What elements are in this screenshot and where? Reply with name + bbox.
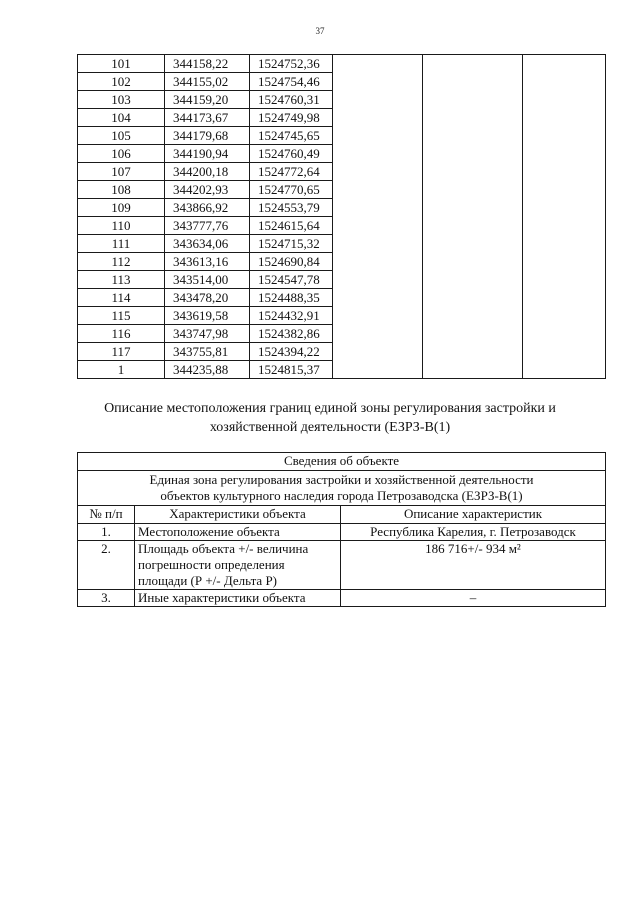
- y-coordinate-cell: 1524760,31: [250, 91, 333, 109]
- point-number-cell: 116: [78, 325, 165, 343]
- point-number-cell: 115: [78, 307, 165, 325]
- y-coordinate-cell: 1524553,79: [250, 199, 333, 217]
- y-coordinate-cell: 1524615,64: [250, 217, 333, 235]
- section-title: [60, 399, 600, 437]
- point-number-cell: 105: [78, 127, 165, 145]
- point-number-cell: 110: [78, 217, 165, 235]
- point-number-cell: 117: [78, 343, 165, 361]
- point-number-cell: 104: [78, 109, 165, 127]
- blank-column-5: [423, 55, 523, 379]
- row-number: 2.: [78, 541, 135, 590]
- y-coordinate-cell: 1524749,98: [250, 109, 333, 127]
- point-number-cell: 103: [78, 91, 165, 109]
- blank-column-4: [333, 55, 423, 379]
- coordinates-table: [77, 54, 606, 379]
- x-coordinate-cell: 344158,22: [165, 55, 250, 73]
- point-number-cell: 109: [78, 199, 165, 217]
- row-characteristic: Площадь объекта +/- величина погрешности определения площади (Р +/- Дельта Р): [135, 541, 341, 590]
- point-number-cell: 108: [78, 181, 165, 199]
- y-coordinate-cell: 1524770,65: [250, 181, 333, 199]
- object-info-header: Сведения об объекте: [78, 453, 606, 471]
- x-coordinate-cell: 343613,16: [165, 253, 250, 271]
- row-value: Республика Карелия, г. Петрозаводск: [341, 524, 606, 541]
- zone-name-line-1: Единая зона регулирования застройки и хозяйственной деятельности: [149, 472, 534, 487]
- column-header-description: Описание характеристик: [341, 506, 606, 524]
- point-number-cell: 111: [78, 235, 165, 253]
- section-title-line-1: Описание местоположения границ единой зоны регулирования застройки и: [104, 401, 556, 416]
- table-row: [78, 524, 606, 541]
- zone-name-cell: [78, 471, 606, 506]
- y-coordinate-cell: 1524745,65: [250, 127, 333, 145]
- object-info-table: [77, 452, 606, 607]
- point-number-cell: 113: [78, 271, 165, 289]
- table-row: [78, 541, 606, 590]
- point-number-cell: 101: [78, 55, 165, 73]
- column-header-row: [78, 506, 606, 524]
- column-header-number: № п/п: [78, 506, 135, 524]
- x-coordinate-cell: 343747,98: [165, 325, 250, 343]
- x-coordinate-cell: 344200,18: [165, 163, 250, 181]
- page-number: 37: [315, 26, 325, 36]
- x-coordinate-cell: 343777,76: [165, 217, 250, 235]
- row-value: 186 716+/- 934 м²: [341, 541, 606, 590]
- y-coordinate-cell: 1524432,91: [250, 307, 333, 325]
- point-number-cell: 114: [78, 289, 165, 307]
- point-number-cell: 1: [78, 361, 165, 379]
- table-row: [78, 55, 606, 73]
- x-coordinate-cell: 343755,81: [165, 343, 250, 361]
- y-coordinate-cell: 1524752,36: [250, 55, 333, 73]
- x-coordinate-cell: 344173,67: [165, 109, 250, 127]
- point-number-cell: 107: [78, 163, 165, 181]
- x-coordinate-cell: 344235,88: [165, 361, 250, 379]
- point-number-cell: 112: [78, 253, 165, 271]
- zone-name-line-2: объектов культурного наследия города Петрозаводска (ЕЗРЗ-В(1): [160, 488, 523, 503]
- y-coordinate-cell: 1524715,32: [250, 235, 333, 253]
- x-coordinate-cell: 344155,02: [165, 73, 250, 91]
- y-coordinate-cell: 1524547,78: [250, 271, 333, 289]
- point-number-cell: 102: [78, 73, 165, 91]
- y-coordinate-cell: 1524772,64: [250, 163, 333, 181]
- x-coordinate-cell: 343634,06: [165, 235, 250, 253]
- y-coordinate-cell: 1524815,37: [250, 361, 333, 379]
- x-coordinate-cell: 343478,20: [165, 289, 250, 307]
- x-coordinate-cell: 344202,93: [165, 181, 250, 199]
- row-characteristic: Иные характеристики объекта: [135, 590, 341, 607]
- row-value: –: [341, 590, 606, 607]
- y-coordinate-cell: 1524754,46: [250, 73, 333, 91]
- y-coordinate-cell: 1524488,35: [250, 289, 333, 307]
- x-coordinate-cell: 344179,68: [165, 127, 250, 145]
- x-coordinate-cell: 343866,92: [165, 199, 250, 217]
- y-coordinate-cell: 1524382,86: [250, 325, 333, 343]
- point-number-cell: 106: [78, 145, 165, 163]
- x-coordinate-cell: 343514,00: [165, 271, 250, 289]
- row-number: 3.: [78, 590, 135, 607]
- y-coordinate-cell: 1524760,49: [250, 145, 333, 163]
- table-row: [78, 590, 606, 607]
- row-number: 1.: [78, 524, 135, 541]
- x-coordinate-cell: 343619,58: [165, 307, 250, 325]
- x-coordinate-cell: 344190,94: [165, 145, 250, 163]
- section-title-line-2: хозяйственной деятельности (ЕЗРЗ-В(1): [209, 420, 451, 435]
- x-coordinate-cell: 344159,20: [165, 91, 250, 109]
- row-characteristic: Местоположение объекта: [135, 524, 341, 541]
- y-coordinate-cell: 1524394,22: [250, 343, 333, 361]
- blank-column-6: [523, 55, 606, 379]
- y-coordinate-cell: 1524690,84: [250, 253, 333, 271]
- column-header-characteristic: Характеристики объекта: [135, 506, 341, 524]
